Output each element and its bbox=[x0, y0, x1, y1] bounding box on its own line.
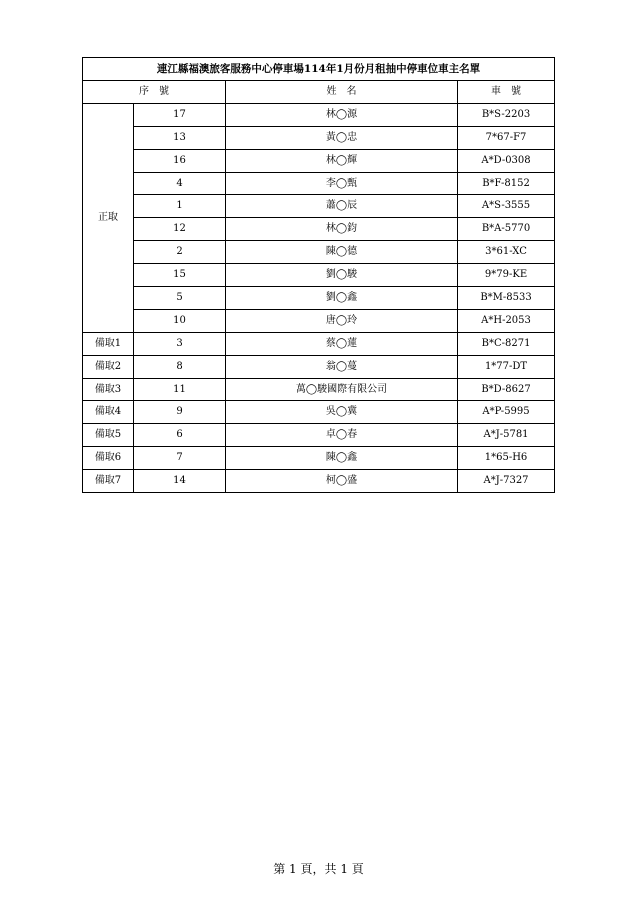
name-cell: 萬◯駿國際有限公司 bbox=[226, 378, 458, 401]
table-row bbox=[83, 309, 555, 332]
plate-cell: 1*77-DT bbox=[458, 355, 555, 378]
standby-label: 備取7 bbox=[83, 470, 134, 493]
table-row bbox=[83, 447, 555, 470]
table-row bbox=[83, 149, 555, 172]
plate-cell: A*P-5995 bbox=[458, 401, 555, 424]
table-row bbox=[83, 355, 555, 378]
standby-label: 備取6 bbox=[83, 447, 134, 470]
plate-cell: B*F-8152 bbox=[458, 172, 555, 195]
name-cell: 李◯甄 bbox=[226, 172, 458, 195]
table-title: 連江縣福澳旅客服務中心停車場114年1月份月租抽中停車位車主名單 bbox=[83, 58, 555, 81]
name-cell: 蕭◯辰 bbox=[226, 195, 458, 218]
winners-table bbox=[82, 57, 555, 493]
header-plate: 車 號 bbox=[458, 81, 555, 104]
table-row bbox=[83, 287, 555, 310]
name-cell: 林◯輝 bbox=[226, 149, 458, 172]
name-cell: 蔡◯蓮 bbox=[226, 332, 458, 355]
name-cell: 陳◯鑫 bbox=[226, 447, 458, 470]
name-cell: 陳◯德 bbox=[226, 241, 458, 264]
plate-cell: B*M-8533 bbox=[458, 287, 555, 310]
table-row bbox=[83, 195, 555, 218]
table-row bbox=[83, 401, 555, 424]
table-row bbox=[83, 470, 555, 493]
seq-cell: 8 bbox=[134, 355, 226, 378]
seq-cell: 7 bbox=[134, 447, 226, 470]
name-cell: 黃◯忠 bbox=[226, 126, 458, 149]
plate-cell: B*C-8271 bbox=[458, 332, 555, 355]
seq-cell: 5 bbox=[134, 287, 226, 310]
plate-cell: 9*79-KE bbox=[458, 264, 555, 287]
standby-label: 備取3 bbox=[83, 378, 134, 401]
standby-label: 備取1 bbox=[83, 332, 134, 355]
name-cell: 林◯源 bbox=[226, 103, 458, 126]
seq-cell: 10 bbox=[134, 309, 226, 332]
plate-cell: 1*65-H6 bbox=[458, 447, 555, 470]
seq-cell: 13 bbox=[134, 126, 226, 149]
header-seq: 序 號 bbox=[83, 81, 226, 104]
table-row bbox=[83, 218, 555, 241]
table-row bbox=[83, 378, 555, 401]
name-cell: 劉◯駿 bbox=[226, 264, 458, 287]
seq-cell: 11 bbox=[134, 378, 226, 401]
table-row bbox=[83, 103, 555, 126]
table-row bbox=[83, 172, 555, 195]
name-cell: 唐◯玲 bbox=[226, 309, 458, 332]
name-cell: 翁◯蔓 bbox=[226, 355, 458, 378]
table-row bbox=[83, 264, 555, 287]
seq-cell: 17 bbox=[134, 103, 226, 126]
header-name: 姓 名 bbox=[226, 81, 458, 104]
seq-cell: 1 bbox=[134, 195, 226, 218]
name-cell: 劉◯鑫 bbox=[226, 287, 458, 310]
name-cell: 卓◯春 bbox=[226, 424, 458, 447]
plate-cell: 7*67-F7 bbox=[458, 126, 555, 149]
plate-cell: A*D-0308 bbox=[458, 149, 555, 172]
plate-cell: B*D-8627 bbox=[458, 378, 555, 401]
seq-cell: 6 bbox=[134, 424, 226, 447]
standby-label: 備取2 bbox=[83, 355, 134, 378]
plate-cell: 3*61-XC bbox=[458, 241, 555, 264]
name-cell: 柯◯盛 bbox=[226, 470, 458, 493]
name-cell: 林◯鈞 bbox=[226, 218, 458, 241]
plate-cell: B*S-2203 bbox=[458, 103, 555, 126]
seq-cell: 15 bbox=[134, 264, 226, 287]
table-body bbox=[83, 103, 555, 492]
standby-label: 備取4 bbox=[83, 401, 134, 424]
seq-cell: 16 bbox=[134, 149, 226, 172]
standby-label: 備取5 bbox=[83, 424, 134, 447]
seq-cell: 14 bbox=[134, 470, 226, 493]
table-row bbox=[83, 241, 555, 264]
plate-cell: A*J-5781 bbox=[458, 424, 555, 447]
plate-cell: B*A-5770 bbox=[458, 218, 555, 241]
seq-cell: 2 bbox=[134, 241, 226, 264]
page-footer: 第 1 頁，共 1 頁 bbox=[273, 862, 364, 876]
name-cell: 吳◯冀 bbox=[226, 401, 458, 424]
plate-cell: A*S-3555 bbox=[458, 195, 555, 218]
table-row bbox=[83, 424, 555, 447]
plate-cell: A*H-2053 bbox=[458, 309, 555, 332]
seq-cell: 9 bbox=[134, 401, 226, 424]
plate-cell: A*J-7327 bbox=[458, 470, 555, 493]
seq-cell: 12 bbox=[134, 218, 226, 241]
group-label-primary: 正取 bbox=[83, 103, 134, 332]
seq-cell: 3 bbox=[134, 332, 226, 355]
table-row bbox=[83, 126, 555, 149]
table-row bbox=[83, 332, 555, 355]
seq-cell: 4 bbox=[134, 172, 226, 195]
